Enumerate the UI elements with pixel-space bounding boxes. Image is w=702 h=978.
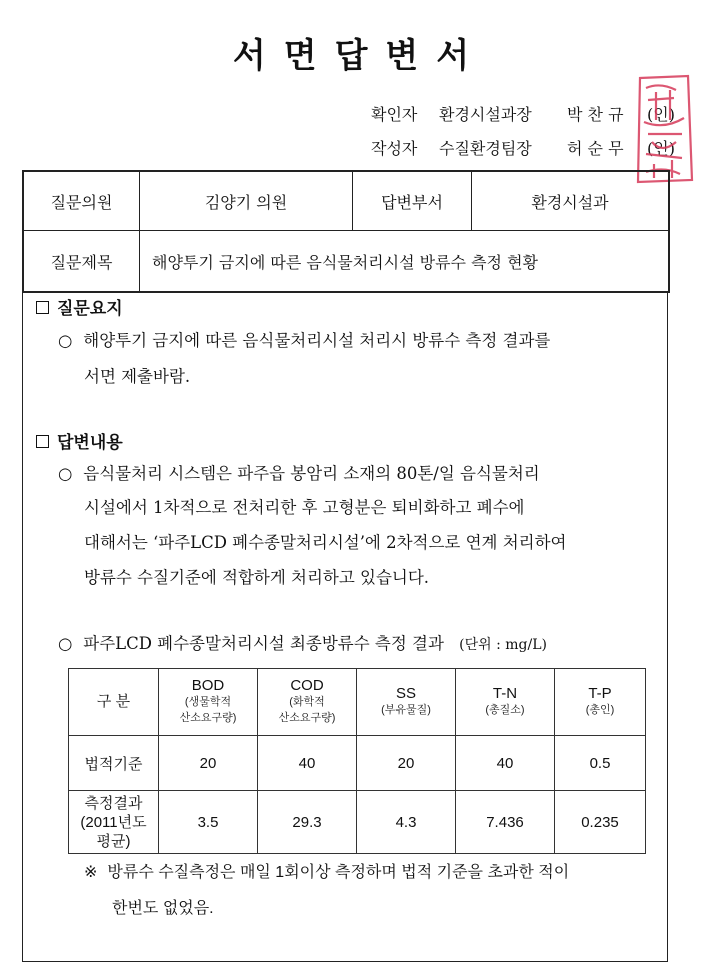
- result-title-line: [58, 626, 547, 663]
- question-line-2: 서면 제출바람.: [84, 367, 191, 386]
- col-code: COD: [290, 677, 324, 694]
- dept-label: 답변부서: [353, 172, 472, 231]
- col-code: T-N: [492, 685, 518, 702]
- signature-role: 작성자: [371, 139, 418, 158]
- row-label-line: 측정결과: [84, 794, 143, 812]
- table-cell: 0.235: [555, 791, 646, 854]
- table-cell: 20: [159, 736, 258, 791]
- table-cell: 7.436: [456, 791, 555, 854]
- answer-heading: [36, 428, 123, 453]
- note-line-2: 한번도 없었음.: [112, 900, 214, 917]
- results-table: [68, 668, 646, 854]
- signature-position: 수질환경팀장: [439, 139, 532, 158]
- question-heading-text: 질문요지: [57, 299, 123, 319]
- subject-label: 질문제목: [24, 231, 140, 292]
- col-desc: 산소요구량): [278, 712, 336, 724]
- answer-line-1: [58, 456, 540, 492]
- table-cell: 20: [357, 736, 456, 791]
- subject-value: 해양투기 금지에 따른 음식물처리시설 방류수 측정 현황: [140, 231, 669, 292]
- circle-bullet-icon: ○: [58, 331, 73, 350]
- question-heading: [36, 294, 123, 319]
- official-seal-stamp: [626, 72, 696, 184]
- answer-line-1-text: 음식물처리 시스템은 파주읍 봉암리 소재의 80톤/일 음식물처리: [83, 464, 540, 483]
- table-corner: 구 분: [69, 669, 159, 736]
- col-code: BOD: [191, 677, 225, 694]
- col-code: T-P: [588, 685, 612, 702]
- signature-seal-mark: (인): [647, 139, 675, 158]
- col-code: SS: [395, 685, 416, 702]
- row-label: 법적기준: [69, 736, 159, 791]
- col-desc: (총질소): [485, 704, 525, 716]
- questioner-label: 질문의원: [24, 172, 140, 231]
- table-cell: 3.5: [159, 791, 258, 854]
- note-line-1: [84, 856, 569, 890]
- table-cell: 4.3: [357, 791, 456, 854]
- dept-value: 환경시설과: [472, 172, 669, 231]
- checkbox-square-icon: [36, 435, 49, 448]
- document-title: 서면답변서: [232, 36, 488, 76]
- answer-line-3: 대해서는 ‘파주LCD 폐수종말처리시설’에 2차적으로 연계 처리하여: [84, 533, 567, 552]
- signature-role: 확인자: [371, 105, 418, 124]
- result-title: 파주LCD 폐수종말처리시설 최종방류수 측정 결과: [83, 634, 444, 653]
- table-cell: 0.5: [555, 736, 646, 791]
- row-label-line: (2011년도: [80, 813, 147, 831]
- signature-name: 허 순 무: [567, 139, 624, 158]
- table-row: [69, 791, 646, 854]
- answer-line-4: 방류수 수질기준에 적합하게 처리하고 있습니다.: [84, 568, 430, 587]
- col-ss: [357, 669, 456, 736]
- row-label-line: 평균): [96, 832, 131, 850]
- header-table: [22, 170, 670, 293]
- result-unit: (단위 : mg/L): [459, 637, 547, 653]
- question-line-1-text: 해양투기 금지에 따른 음식물처리시설 처리시 방류수 측정 결과를: [83, 331, 551, 350]
- col-desc: (생물학적: [184, 696, 232, 708]
- col-desc: 산소요구량): [179, 712, 237, 724]
- col-cod: [258, 669, 357, 736]
- row-label: [69, 791, 159, 854]
- col-bod: [159, 669, 258, 736]
- note-line-1-text: 방류수 수질측정은 매일 1회이상 측정하며 법적 기준을 초과한 적이: [107, 864, 570, 881]
- col-tp: [555, 669, 646, 736]
- signature-position: 환경시설과장: [439, 105, 532, 124]
- questioner-value: 김양기 의원: [140, 172, 353, 231]
- signature-name: 박 찬 규: [567, 105, 624, 124]
- answer-heading-text: 답변내용: [57, 433, 123, 453]
- table-row: [69, 736, 646, 791]
- checkbox-square-icon: [36, 301, 49, 314]
- table-cell: 29.3: [258, 791, 357, 854]
- col-desc: (화학적: [289, 696, 325, 708]
- circle-bullet-icon: ○: [58, 464, 73, 483]
- col-desc: (총인): [585, 704, 615, 716]
- circle-bullet-icon: ○: [58, 634, 73, 653]
- col-tn: [456, 669, 555, 736]
- signature-seal-mark: (인): [647, 105, 675, 124]
- note-mark: ※: [84, 864, 98, 881]
- col-desc: (부유물질): [381, 704, 431, 716]
- table-cell: 40: [258, 736, 357, 791]
- table-cell: 40: [456, 736, 555, 791]
- question-line-1: [58, 323, 550, 359]
- answer-line-2: 시설에서 1차적으로 전처리한 후 고형분은 퇴비화하고 폐수에: [84, 498, 525, 517]
